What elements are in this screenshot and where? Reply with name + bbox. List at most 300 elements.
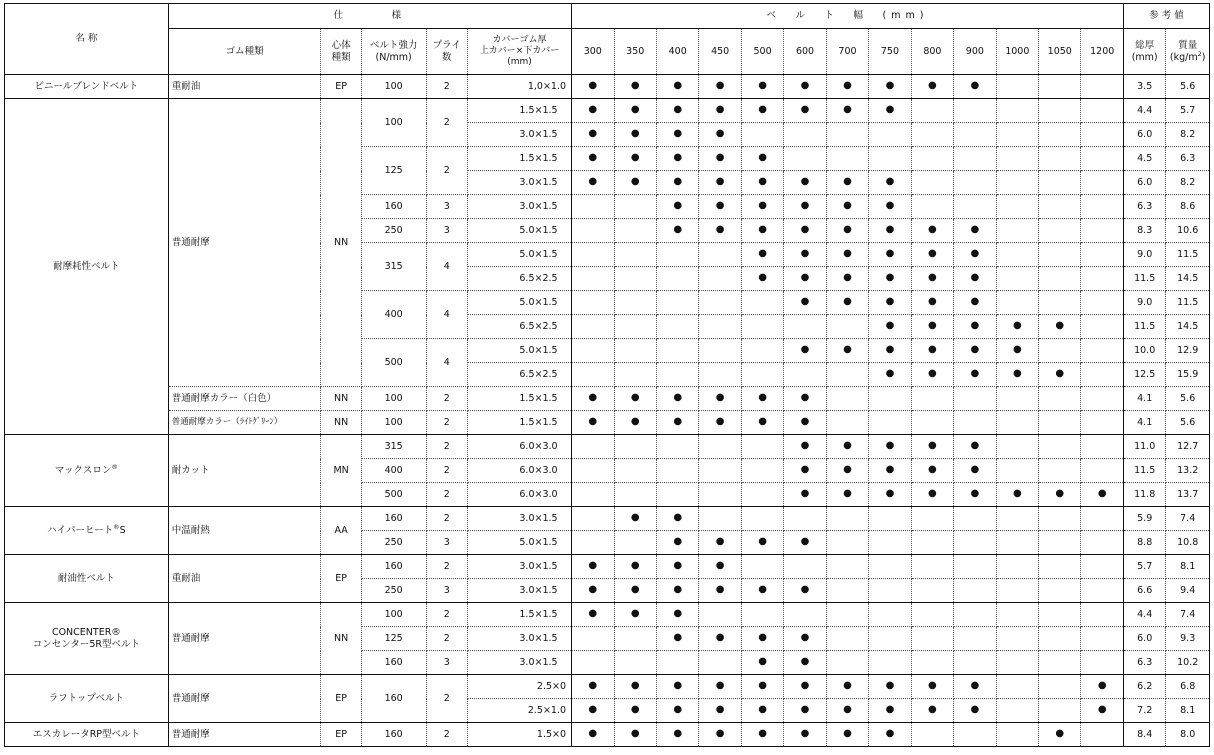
width-cell-350 [614,363,656,387]
cover-thickness: 1,0×1.0 [467,75,571,99]
width-cell-700 [826,387,868,411]
total-thickness: 6.3 [1123,195,1165,219]
table-row [5,75,1210,99]
width-cell-500: ● [741,99,783,123]
width-cell-500: ● [741,171,783,195]
table-row [5,507,1210,531]
width-cell-400: ● [656,171,698,195]
width-cell-900: ● [954,75,996,99]
width-cell-300: ● [572,387,614,411]
width-cell-300: ● [572,723,614,747]
width-cell-900 [954,603,996,627]
width-cell-700: ● [826,243,868,267]
width-cell-1000 [996,219,1038,243]
width-cell-1050 [1039,579,1081,603]
width-cell-750 [869,147,911,171]
width-cell-750: ● [869,243,911,267]
rubber-type: 普通耐摩カラー（ﾗｲﾄｸﾞﾘｰﾝ） [168,411,321,435]
width-cell-600: ● [784,291,826,315]
width-cell-450: ● [699,387,741,411]
belt-strength: 400 [361,459,426,483]
core-type: EP [321,723,361,747]
width-cell-750 [869,603,911,627]
width-cell-500 [741,339,783,363]
width-cell-400: ● [656,627,698,651]
width-cell-350 [614,483,656,507]
width-cell-1200 [1081,315,1123,339]
width-cell-350 [614,459,656,483]
width-cell-1000 [996,699,1038,723]
width-cell-450: ● [699,723,741,747]
width-cell-350 [614,195,656,219]
width-cell-300: ● [572,99,614,123]
width-cell-1200 [1081,75,1123,99]
total-thickness: 4.5 [1123,147,1165,171]
width-cell-350: ● [614,387,656,411]
header-rubber-type: ゴム種類 [168,29,321,75]
width-cell-400: ● [656,411,698,435]
width-cell-700: ● [826,699,868,723]
width-cell-500 [741,555,783,579]
width-cell-1000 [996,603,1038,627]
width-cell-500: ● [741,267,783,291]
belt-name [5,603,169,675]
width-cell-600: ● [784,651,826,675]
width-cell-500: ● [741,651,783,675]
width-cell-1000 [996,411,1038,435]
width-cell-1050 [1039,123,1081,147]
width-cell-500: ● [741,627,783,651]
width-cell-350: ● [614,675,656,699]
belt-name [5,435,169,507]
width-cell-750: ● [869,435,911,459]
mass-value: 11.5 [1166,291,1210,315]
width-cell-1200 [1081,99,1123,123]
cover-thickness: 6.0×3.0 [467,483,571,507]
belt-name-text: ラフトップベルト [48,692,125,704]
width-cell-500 [741,483,783,507]
width-cell-1050 [1039,555,1081,579]
width-cell-450 [699,267,741,291]
total-thickness: 7.2 [1123,699,1165,723]
belt-name [5,723,169,747]
width-cell-450: ● [699,123,741,147]
belt-strength: 250 [361,219,426,243]
total-thickness: 12.5 [1123,363,1165,387]
width-cell-800 [911,171,953,195]
mass-value: 8.1 [1166,699,1210,723]
width-cell-1200 [1081,651,1123,675]
rubber-type: 重耐油 [168,555,321,603]
width-cell-900: ● [954,339,996,363]
width-cell-600: ● [784,723,826,747]
cover-thickness: 5.0×1.5 [467,291,571,315]
width-cell-700: ● [826,459,868,483]
mass-value: 6.3 [1166,147,1210,171]
width-cell-300: ● [572,699,614,723]
width-cell-350: ● [614,507,656,531]
mass-value: 8.1 [1166,555,1210,579]
width-cell-300: ● [572,675,614,699]
total-thickness: 11.5 [1123,267,1165,291]
width-cell-700 [826,363,868,387]
total-thickness: 10.0 [1123,339,1165,363]
width-cell-350 [614,339,656,363]
ply-count: 2 [426,507,467,531]
belt-name [5,675,169,723]
width-cell-400: ● [656,219,698,243]
width-cell-900 [954,627,996,651]
belt-strength: 125 [361,627,426,651]
width-cell-1050 [1039,171,1081,195]
header-width-450: 450 [699,29,741,75]
ply-count: 3 [426,219,467,243]
cover-thickness: 1.5×0 [467,723,571,747]
total-thickness: 6.6 [1123,579,1165,603]
belt-name-text: エスカレータRP型ベルト [32,728,141,740]
width-cell-450: ● [699,147,741,171]
width-cell-1050: ● [1039,483,1081,507]
width-cell-700: ● [826,75,868,99]
belt-name [5,507,169,555]
belt-name-suffix: S [119,524,126,536]
belt-name-text: 耐摩耗性ベルト [53,260,120,272]
width-cell-1200 [1081,339,1123,363]
header-name: 名 称 [5,4,169,75]
width-cell-500: ● [741,411,783,435]
belt-strength: 500 [361,483,426,507]
width-cell-900: ● [954,219,996,243]
cover-thickness: 6.0×3.0 [467,459,571,483]
width-cell-600: ● [784,387,826,411]
width-cell-750: ● [869,195,911,219]
width-cell-1200 [1081,243,1123,267]
total-thickness: 11.5 [1123,315,1165,339]
width-cell-1200 [1081,411,1123,435]
width-cell-900 [954,723,996,747]
width-cell-400: ● [656,603,698,627]
width-cell-900 [954,651,996,675]
total-thickness: 9.0 [1123,243,1165,267]
width-cell-600: ● [784,219,826,243]
width-cell-500 [741,603,783,627]
width-cell-450: ● [699,627,741,651]
width-cell-400 [656,435,698,459]
width-cell-600 [784,363,826,387]
width-cell-800: ● [911,75,953,99]
belt-strength: 315 [361,243,426,291]
width-cell-300 [572,219,614,243]
width-cell-300 [572,531,614,555]
width-cell-1000 [996,195,1038,219]
width-cell-800 [911,723,953,747]
width-cell-900 [954,195,996,219]
rubber-type: 中温耐熱 [168,507,321,555]
total-thickness: 11.5 [1123,459,1165,483]
belt-strength: 100 [361,387,426,411]
width-cell-900 [954,411,996,435]
width-cell-1050 [1039,507,1081,531]
width-cell-500 [741,459,783,483]
total-thickness: 6.0 [1123,123,1165,147]
header-width-500: 500 [741,29,783,75]
width-cell-400 [656,243,698,267]
width-cell-300 [572,483,614,507]
width-cell-900 [954,123,996,147]
width-cell-350 [614,315,656,339]
width-cell-1050 [1039,411,1081,435]
width-cell-400: ● [656,99,698,123]
width-cell-900: ● [954,291,996,315]
width-cell-900: ● [954,435,996,459]
ply-count: 2 [426,723,467,747]
total-thickness: 6.0 [1123,627,1165,651]
mass-value: 7.4 [1166,507,1210,531]
ply-count: 3 [426,195,467,219]
width-cell-1050: ● [1039,363,1081,387]
core-type: NN [321,387,361,411]
width-cell-1000 [996,627,1038,651]
width-cell-1200 [1081,171,1123,195]
width-cell-600 [784,603,826,627]
width-cell-900: ● [954,699,996,723]
width-cell-350 [614,291,656,315]
width-cell-750: ● [869,699,911,723]
width-cell-900: ● [954,483,996,507]
total-thickness: 5.7 [1123,555,1165,579]
width-cell-450 [699,483,741,507]
width-cell-800 [911,627,953,651]
width-cell-900: ● [954,315,996,339]
width-cell-1000 [996,291,1038,315]
width-cell-1050 [1039,291,1081,315]
width-cell-600: ● [784,627,826,651]
ply-count: 4 [426,339,467,387]
ply-count: 4 [426,291,467,339]
width-cell-350 [614,531,656,555]
total-thickness: 4.1 [1123,411,1165,435]
width-cell-1000: ● [996,315,1038,339]
width-cell-750 [869,627,911,651]
width-cell-350 [614,435,656,459]
width-cell-300: ● [572,603,614,627]
mass-value: 12.9 [1166,339,1210,363]
width-cell-900 [954,387,996,411]
rubber-type: 普通耐摩 [168,675,321,723]
mass-value: 11.5 [1166,243,1210,267]
width-cell-300 [572,339,614,363]
width-cell-300 [572,435,614,459]
width-cell-500: ● [741,723,783,747]
header-width-1200: 1200 [1081,29,1123,75]
width-cell-350 [614,243,656,267]
width-cell-1050 [1039,435,1081,459]
belt-strength: 500 [361,339,426,387]
width-cell-450: ● [699,531,741,555]
width-cell-1000 [996,99,1038,123]
width-cell-300: ● [572,555,614,579]
width-cell-500: ● [741,579,783,603]
width-cell-750: ● [869,459,911,483]
width-cell-1200 [1081,387,1123,411]
width-cell-800: ● [911,483,953,507]
width-cell-300 [572,195,614,219]
cover-thickness: 1.5×1.5 [467,603,571,627]
width-cell-700: ● [826,219,868,243]
width-cell-900 [954,507,996,531]
header-width-300: 300 [572,29,614,75]
core-type: AA [321,507,361,555]
registered-mark: ® [113,522,120,531]
width-cell-750 [869,531,911,555]
width-cell-400: ● [656,723,698,747]
width-cell-1200 [1081,219,1123,243]
width-cell-700 [826,651,868,675]
width-cell-1000 [996,579,1038,603]
width-cell-750: ● [869,99,911,123]
width-cell-450 [699,363,741,387]
header-mass-sup: 2 [1197,49,1202,58]
width-cell-1200 [1081,267,1123,291]
belt-strength: 315 [361,435,426,459]
table-row [5,603,1210,627]
width-cell-300 [572,267,614,291]
width-cell-750: ● [869,171,911,195]
width-cell-350: ● [614,699,656,723]
width-cell-800 [911,195,953,219]
mass-value: 15.9 [1166,363,1210,387]
width-cell-900 [954,555,996,579]
width-cell-600 [784,507,826,531]
width-cell-900 [954,99,996,123]
total-thickness: 3.5 [1123,75,1165,99]
width-cell-1200 [1081,363,1123,387]
width-cell-750: ● [869,219,911,243]
width-cell-800 [911,123,953,147]
width-cell-300 [572,363,614,387]
rubber-type: 普通耐摩カラー（白色） [168,387,321,411]
width-cell-350: ● [614,99,656,123]
belt-strength: 160 [361,507,426,531]
width-cell-600: ● [784,195,826,219]
width-cell-900 [954,531,996,555]
width-cell-750 [869,507,911,531]
cover-thickness: 6.5×2.5 [467,267,571,291]
width-cell-300 [572,459,614,483]
width-cell-1000 [996,387,1038,411]
width-cell-750: ● [869,363,911,387]
width-cell-1000 [996,243,1038,267]
width-cell-1050: ● [1039,315,1081,339]
ply-count: 3 [426,531,467,555]
mass-value: 5.6 [1166,387,1210,411]
width-cell-750: ● [869,315,911,339]
width-cell-600: ● [784,267,826,291]
width-cell-800 [911,99,953,123]
belt-name-text: CONCENTER® コンセンター5R型ベルト [32,626,140,650]
width-cell-1000 [996,507,1038,531]
width-cell-800 [911,147,953,171]
mass-value: 10.2 [1166,651,1210,675]
header-ply: プライ 数 [426,29,467,75]
cover-thickness: 3.0×1.5 [467,507,571,531]
width-cell-400 [656,267,698,291]
width-cell-750 [869,651,911,675]
rubber-type: 普通耐摩 [168,603,321,675]
belt-strength: 250 [361,579,426,603]
ply-count: 3 [426,579,467,603]
width-cell-600: ● [784,339,826,363]
width-cell-700: ● [826,339,868,363]
belt-strength: 125 [361,147,426,195]
width-cell-400 [656,363,698,387]
mass-value: 8.2 [1166,171,1210,195]
width-cell-400: ● [656,123,698,147]
cover-thickness: 2.5×1.0 [467,699,571,723]
width-cell-800: ● [911,675,953,699]
width-cell-1200 [1081,507,1123,531]
mass-value: 14.5 [1166,315,1210,339]
width-cell-300 [572,291,614,315]
width-cell-1200: ● [1081,699,1123,723]
mass-value: 14.5 [1166,267,1210,291]
mass-value: 9.3 [1166,627,1210,651]
width-cell-350: ● [614,75,656,99]
width-cell-1200 [1081,123,1123,147]
width-cell-500: ● [741,219,783,243]
width-cell-500: ● [741,387,783,411]
total-thickness: 5.9 [1123,507,1165,531]
cover-thickness: 3.0×1.5 [467,555,571,579]
width-cell-350: ● [614,723,656,747]
width-cell-700: ● [826,99,868,123]
width-cell-300 [572,627,614,651]
width-cell-700 [826,579,868,603]
width-cell-600: ● [784,483,826,507]
width-cell-800: ● [911,315,953,339]
width-cell-300 [572,651,614,675]
mass-value: 8.6 [1166,195,1210,219]
header-width-1000: 1000 [996,29,1038,75]
width-cell-400 [656,651,698,675]
mass-value: 12.7 [1166,435,1210,459]
width-cell-600: ● [784,675,826,699]
table-row [5,723,1210,747]
width-cell-900 [954,171,996,195]
cover-thickness: 6.0×3.0 [467,435,571,459]
header-spec: 仕 様 [168,4,571,29]
cover-thickness: 3.0×1.5 [467,123,571,147]
header-total-thickness: 総厚 (mm) [1123,29,1165,75]
width-cell-800 [911,603,953,627]
width-cell-500: ● [741,675,783,699]
ply-count: 2 [426,99,467,147]
cover-thickness: 6.5×2.5 [467,363,571,387]
belt-strength: 100 [361,411,426,435]
header-mass-suffix: ) [1201,51,1206,63]
width-cell-600: ● [784,531,826,555]
header-core-type: 心体 種類 [321,29,361,75]
width-cell-800: ● [911,459,953,483]
width-cell-500 [741,435,783,459]
ply-count: 2 [426,675,467,723]
width-cell-1000 [996,723,1038,747]
width-cell-1000 [996,171,1038,195]
cover-thickness: 5.0×1.5 [467,219,571,243]
width-cell-300: ● [572,579,614,603]
width-cell-400: ● [656,147,698,171]
width-cell-1000: ● [996,339,1038,363]
